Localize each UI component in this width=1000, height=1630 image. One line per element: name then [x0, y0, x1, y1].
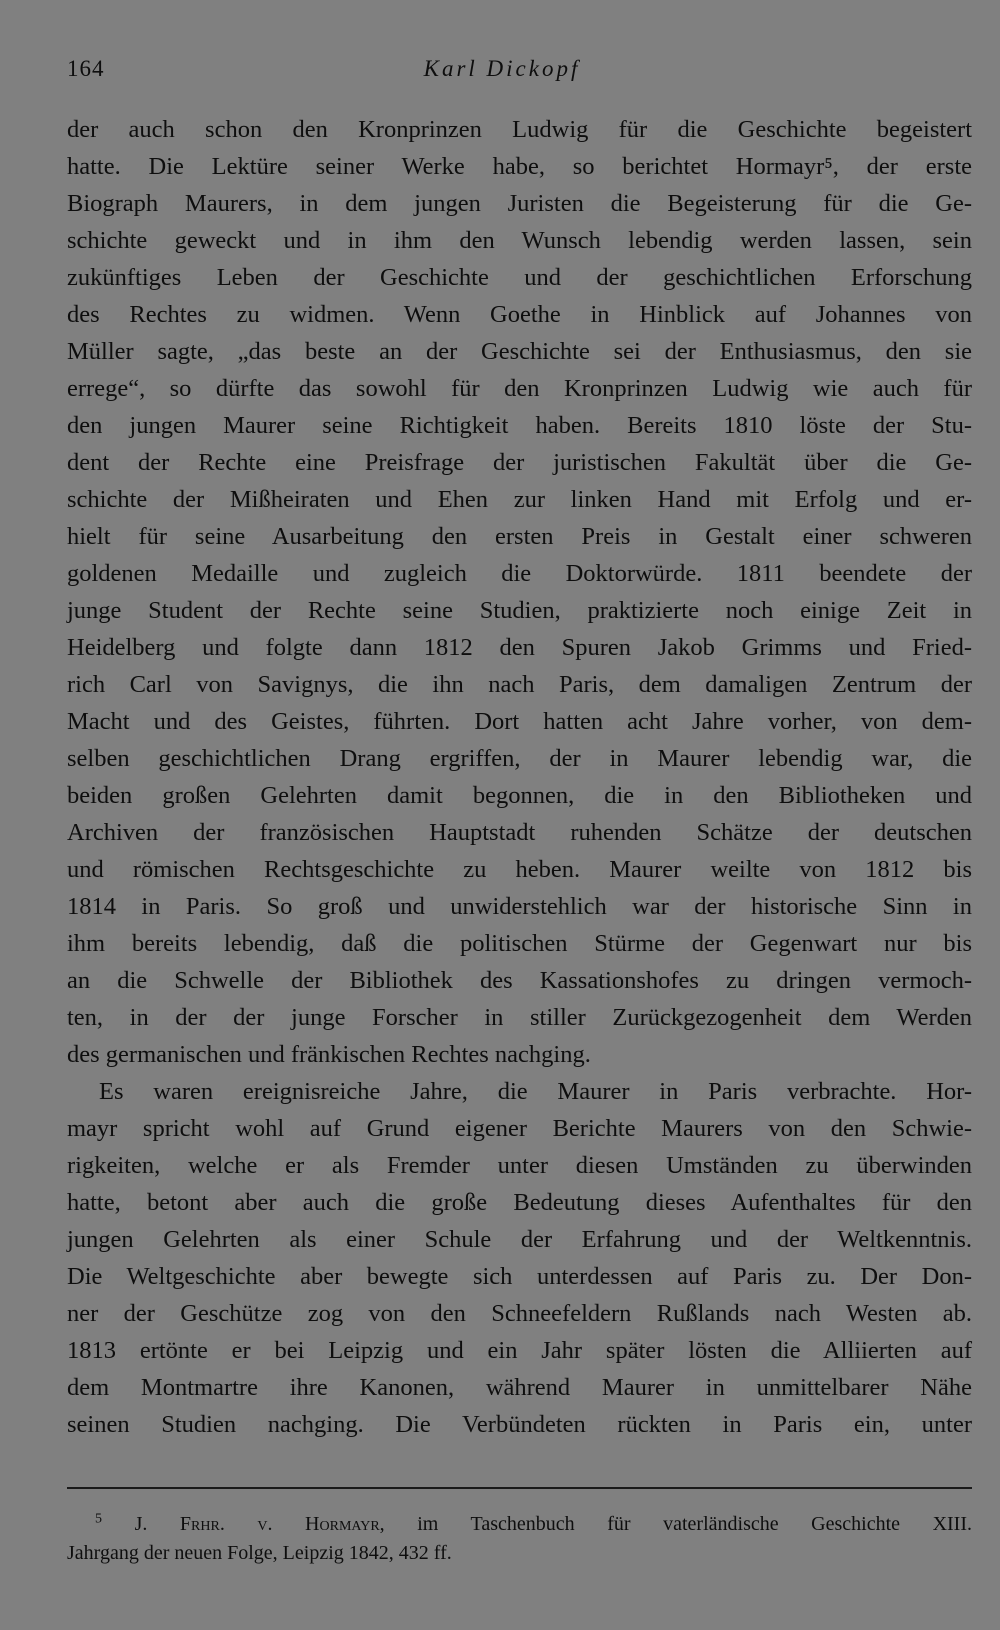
- text-line: hatte. Die Lektüre seiner Werke habe, so berichtet Hormayr⁵, der erste: [67, 153, 972, 180]
- text-line: Die Weltgeschichte aber bewegte sich unterdessen auf Paris zu. Der Don-: [67, 1263, 972, 1290]
- running-title: Karl Dickopf: [423, 56, 581, 81]
- text-line: des Rechtes zu widmen. Wenn Goethe in Hinblick auf Johannes von: [67, 301, 972, 328]
- text-line: errege“, so dürfte das sowohl für den Kronprinzen Ludwig wie auch für: [67, 375, 972, 402]
- page-header: [67, 52, 937, 92]
- footnote-line-2: Jahrgang der neuen Folge, Leipzig 1842, 432 ff.: [67, 1542, 452, 1564]
- footnote-rule: [67, 1487, 972, 1489]
- text-line: schichte der Mißheiraten und Ehen zur linken Hand mit Erfolg und er-: [67, 486, 972, 513]
- footnote-author: J. Frhr. v. Hormayr: [134, 1513, 380, 1535]
- text-line: zukünftiges Leben der Geschichte und der geschichtlichen Erforschung: [67, 264, 972, 291]
- text-line: junge Student der Rechte seine Studien, praktizierte noch einige Zeit in: [67, 597, 972, 624]
- text-line: beiden großen Gelehrten damit begonnen, die in den Bibliotheken und: [67, 782, 972, 809]
- text-line: an die Schwelle der Bibliothek des Kassationshofes zu dringen vermoch-: [67, 967, 972, 994]
- text-line: ner der Geschütze zog von den Schneefeldern Rußlands nach Westen ab.: [67, 1300, 972, 1327]
- footnote-marker: 5: [95, 1511, 102, 1527]
- text-line: dent der Rechte eine Preisfrage der juristischen Fakultät über die Ge-: [67, 449, 972, 476]
- text-line: Es waren ereignisreiche Jahre, die Maurer in Paris verbrachte. Hor-: [99, 1078, 972, 1105]
- text-line: mayr spricht wohl auf Grund eigener Berichte Maurers von den Schwie-: [67, 1115, 972, 1142]
- text-line: des germanischen und fränkischen Rechtes nachging.: [67, 1041, 591, 1068]
- text-line: Heidelberg und folgte dann 1812 den Spuren Jakob Grimms und Fried-: [67, 634, 972, 661]
- text-line: dem Montmartre ihre Kanonen, während Maurer in unmittelbarer Nähe: [67, 1374, 972, 1401]
- body-text: [67, 111, 972, 1443]
- text-line: hielt für seine Ausarbeitung den ersten Preis in Gestalt einer schweren: [67, 523, 972, 550]
- text-line: schichte geweckt und in ihm den Wunsch lebendig werden lassen, sein: [67, 227, 972, 254]
- page-number: 164: [67, 56, 105, 81]
- text-line: 1814 in Paris. So groß und unwiderstehlich war der historische Sinn in: [67, 893, 972, 920]
- text-line: goldenen Medaille und zugleich die Doktorwürde. 1811 beendete der: [67, 560, 972, 587]
- footnotes: [67, 1510, 972, 1568]
- text-line: und römischen Rechtsgeschichte zu heben. Maurer weilte von 1812 bis: [67, 856, 972, 883]
- footnote-text: , im Taschenbuch für vaterländische Geschichte XIII.: [379, 1513, 972, 1535]
- text-line: Archiven der französischen Hauptstadt ruhenden Schätze der deutschen: [67, 819, 972, 846]
- text-line: Biograph Maurers, in dem jungen Juristen die Begeisterung für die Ge-: [67, 190, 972, 217]
- text-line: rich Carl von Savignys, die ihn nach Paris, dem damaligen Zentrum der: [67, 671, 972, 698]
- text-line: der auch schon den Kronprinzen Ludwig für die Geschichte begeistert: [67, 116, 972, 143]
- text-line: Müller sagte, „das beste an der Geschichte sei der Enthusiasmus, den sie: [67, 338, 972, 365]
- text-line: ten, in der der junge Forscher in stiller Zurückgezogenheit dem Werden: [67, 1004, 972, 1031]
- text-line: den jungen Maurer seine Richtigkeit haben. Bereits 1810 löste der Stu-: [67, 412, 972, 439]
- text-line: jungen Gelehrten als einer Schule der Erfahrung und der Weltkenntnis.: [67, 1226, 972, 1253]
- footnote-line-1: [67, 1510, 972, 1539]
- text-line: seinen Studien nachging. Die Verbündeten rückten in Paris ein, unter: [67, 1411, 972, 1438]
- text-line: Macht und des Geistes, führten. Dort hatten acht Jahre vorher, von dem-: [67, 708, 972, 735]
- text-line: ihm bereits lebendig, daß die politischen Stürme der Gegenwart nur bis: [67, 930, 972, 957]
- text-line: hatte, betont aber auch die große Bedeutung dieses Aufenthaltes für den: [67, 1189, 972, 1216]
- text-line: rigkeiten, welche er als Fremder unter diesen Umständen zu überwinden: [67, 1152, 972, 1179]
- text-line: 1813 ertönte er bei Leipzig und ein Jahr später lösten die Alliierten auf: [67, 1337, 972, 1364]
- text-line: selben geschichtlichen Drang ergriffen, der in Maurer lebendig war, die: [67, 745, 972, 772]
